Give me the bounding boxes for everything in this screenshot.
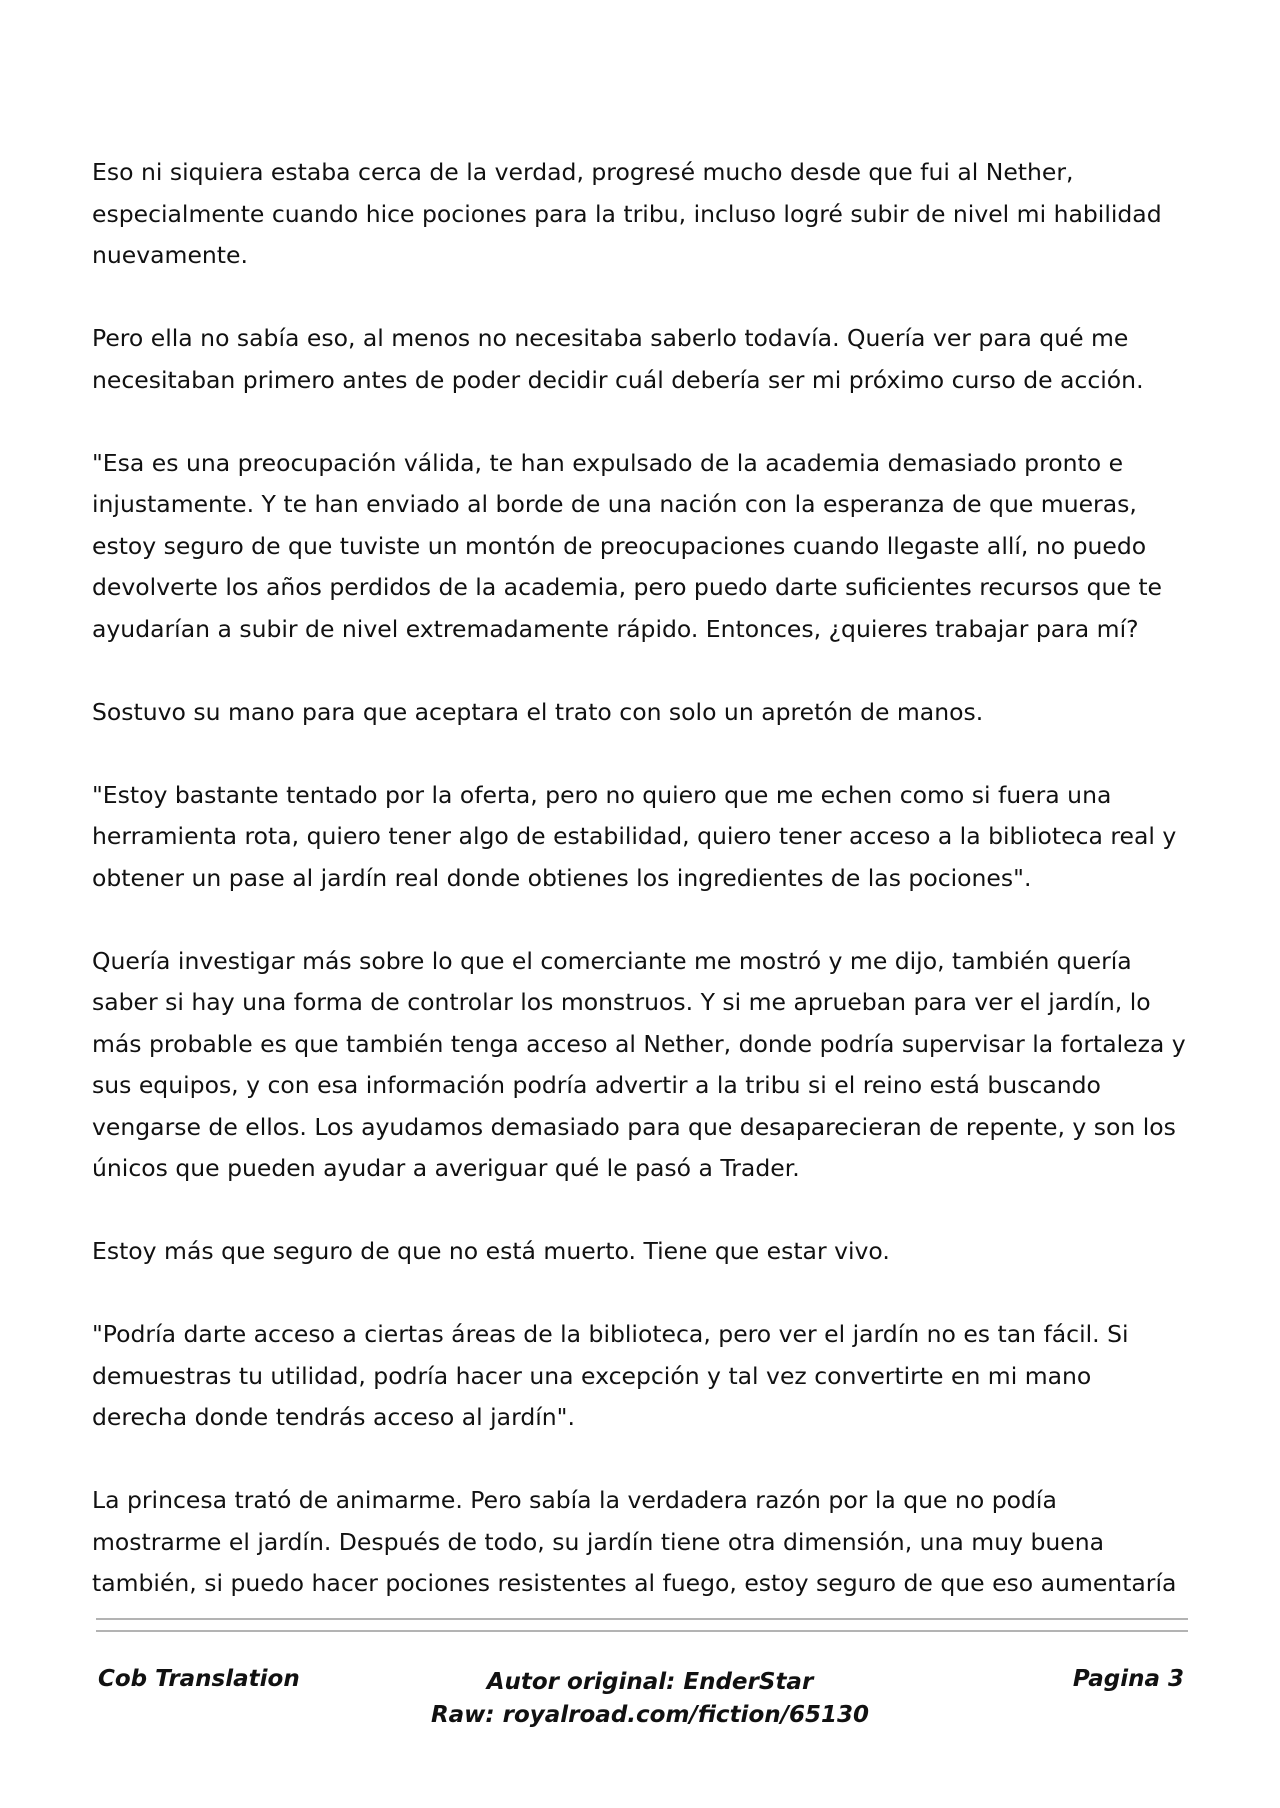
footer-raw-source: Raw: royalroad.com/fiction/65130: [430, 1702, 870, 1728]
paragraph: Quería investigar más sobre lo que el comerciante me mostró y me dijo, también quería saber si hay una forma de controlar los monstruos. Y si me aprueban para ver el jardín, lo más probable es que también tenga acceso al Nether, donde podría supervisar la fortaleza y sus equipos, y con esa información podría advertir a la tribu si el reino está buscando vengarse de ellos. Los ayudamos demasiado para que desaparecieran de repente, y son los únicos que pueden ayudar a averiguar qué le pasó a Trader.: [92, 946, 1186, 1182]
footer-original-author: Autor original: EnderStar: [486, 1669, 814, 1695]
paragraph: "Podría darte acceso a ciertas áreas de la biblioteca, pero ver el jardín no es tan fácil. Si demuestras tu utilidad, podría hacer una excepción y tal vez convertirte en mi mano derecha donde tendrás acceso al jardín".: [92, 1320, 1129, 1431]
paragraph: "Estoy bastante tentado por la oferta, pero no quiero que me echen como si fuera una herramienta rota, quiero tener algo de estabilidad, quiero tener acceso a la biblioteca real y obtener un pase al jardín real donde obtienes los ingredientes de las pociones".: [92, 780, 1177, 892]
footer-divider-bottom: [96, 1630, 1188, 1632]
footer-translator: Cob Translation: [98, 1666, 300, 1692]
chapter-body: [92, 152, 1192, 1646]
footer-page-number: Pagina 3: [1072, 1666, 1184, 1692]
footer-divider-top: [96, 1618, 1188, 1620]
paragraph: Pero ella no sabía eso, al menos no necesitaba saberlo todavía. Quería ver para qué me necesitaban primero antes de poder decidir cuál debería ser mi próximo curso de acción.: [92, 324, 1144, 394]
paragraph: "Esa es una preocupación válida, te han expulsado de la academia demasiado pronto e injustamente. Y te han enviado al borde de una nación con la esperanza de que mueras, estoy seguro de que tuviste un montón de preocupaciones cuando llegaste allí, no puedo devolverte los años perdidos de la academia, pero puedo darte suficientes recursos que te ayudarían a subir de nivel extremadamente rápido. Entonces, ¿quieres trabajar para mí?: [92, 448, 1163, 643]
paragraph: Sostuvo su mano para que aceptara el trato con solo un apretón de manos.: [92, 697, 984, 726]
paragraph: Estoy más que seguro de que no está muerto. Tiene que estar vivo.: [92, 1237, 890, 1265]
paragraph: Eso ni siquiera estaba cerca de la verdad, progresé mucho desde que fui al Nether, especialmente cuando hice pociones para la tribu, incluso logré subir de nivel mi habilidad nuevamente.: [92, 158, 1162, 269]
paragraph: La princesa trató de animarme. Pero sabía la verdadera razón por la que no podía mostrarme el jardín. Después de todo, su jardín tiene otra dimensión, una muy buena también, si puedo hacer pociones resistentes al fuego, estoy seguro de que eso aumentaría: [92, 1486, 1177, 1597]
footer-credits: [350, 1666, 950, 1732]
